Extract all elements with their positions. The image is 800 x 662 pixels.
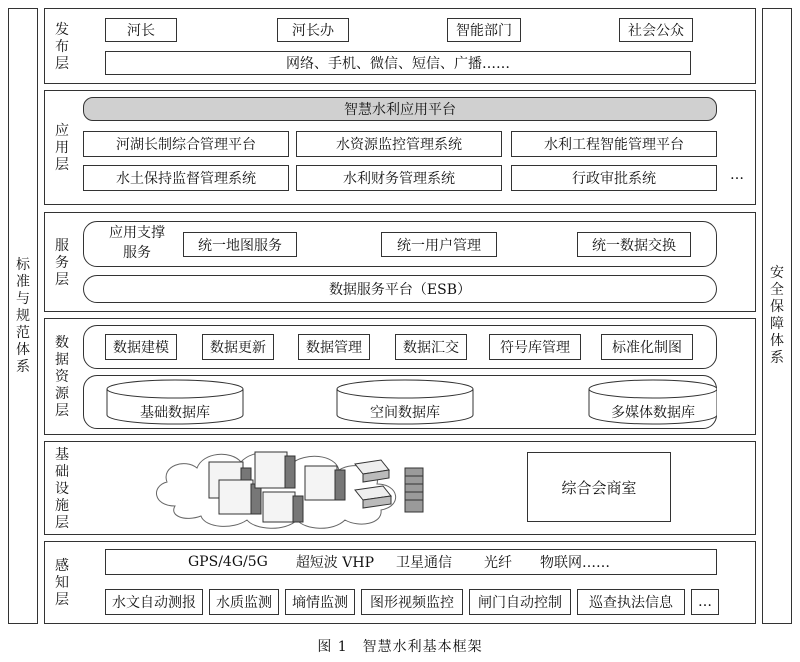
data-update: 数据更新 — [202, 334, 274, 360]
publish-layer-label — [47, 9, 77, 85]
application-layer-label — [47, 91, 77, 206]
standards-system-char: 规 — [16, 307, 30, 324]
publish-item-public: 社会公众 — [619, 18, 693, 42]
service-layer — [44, 212, 756, 312]
infrastructure-layer-char: 施 — [55, 497, 69, 514]
standards-system-column — [8, 8, 38, 624]
publish-item-smart-departments: 智能部门 — [447, 18, 521, 42]
application-layer-char: 层 — [55, 157, 69, 173]
app-system-r2-1: 水土保持监督管理系统 — [83, 165, 289, 191]
security-system-label — [770, 265, 784, 367]
standards-system-char: 范 — [16, 324, 30, 341]
standards-system-char: 与 — [16, 290, 30, 307]
server-cloud-illustration — [145, 446, 445, 532]
security-system-column — [762, 8, 792, 624]
security-system-char: 全 — [770, 282, 784, 298]
app-support-label: 应用支撑 服务 — [109, 225, 165, 261]
firewall-icon — [405, 468, 423, 512]
inspection-enforcement-info: 巡查执法信息 — [577, 589, 685, 615]
security-system-char: 保 — [770, 299, 784, 315]
service-layer-char: 服 — [55, 237, 69, 254]
standards-system-char: 标 — [16, 256, 30, 273]
standards-system-char: 系 — [16, 358, 30, 375]
standards-system-char: 体 — [16, 341, 30, 358]
perception-layer-char: 感 — [55, 558, 69, 574]
security-system-char: 体 — [770, 333, 784, 349]
perception-layer — [44, 541, 756, 624]
network-gps: GPS/4G/5G — [188, 554, 268, 570]
app-system-r1-2: 水资源监控管理系统 — [296, 131, 502, 157]
data-resource-layer-label — [47, 319, 77, 436]
data-resource-layer — [44, 318, 756, 435]
data-service-platform-esb: 数据服务平台（ESB） — [83, 275, 717, 303]
app-system-r1-3: 水利工程智能管理平台 — [511, 131, 717, 157]
security-system-char: 系 — [770, 350, 784, 366]
soil-moisture-monitoring: 墒情监测 — [285, 589, 355, 615]
data-resource-layer-char: 据 — [55, 352, 69, 368]
network-iot: 物联网…… — [540, 555, 611, 571]
standards-system-char: 准 — [16, 273, 30, 290]
publish-layer-char: 层 — [55, 55, 69, 72]
infrastructure-layer — [44, 441, 756, 535]
perception-network — [105, 549, 717, 575]
data-resource-layer-char: 层 — [55, 403, 69, 419]
publish-channels: 网络、手机、微信、短信、广播…… — [105, 51, 691, 75]
water-quality-monitoring: 水质监测 — [209, 589, 279, 615]
application-layer-char: 用 — [55, 140, 69, 156]
smart-water-app-platform: 智慧水利应用平台 — [83, 97, 717, 121]
data-resource-layer-char: 源 — [55, 386, 69, 402]
hydrology-auto-report: 水文自动测报 — [105, 589, 203, 615]
perception-layer-char: 知 — [55, 575, 69, 591]
app-system-r1-1: 河湖长制综合管理平台 — [83, 131, 289, 157]
multimedia-database-label: 多媒体数据库 — [611, 405, 695, 421]
service-layer-char: 层 — [55, 271, 69, 288]
app-more-ellipsis: … — [730, 167, 744, 183]
service-layer-label — [47, 213, 77, 313]
standards-system-label — [16, 257, 30, 376]
unified-map-service: 统一地图服务 — [183, 232, 297, 257]
spatial-database-label: 空间数据库 — [370, 405, 440, 421]
infrastructure-layer-char: 础 — [55, 463, 69, 480]
security-system-char: 安 — [770, 265, 784, 281]
service-layer-char: 务 — [55, 254, 69, 271]
infrastructure-layer-char: 层 — [55, 514, 69, 531]
network-vhp: 超短波 VHP — [295, 555, 375, 571]
network-fiber: 光纤 — [484, 555, 513, 571]
unified-user-management: 统一用户管理 — [381, 232, 497, 257]
data-aggregation: 数据汇交 — [395, 334, 467, 360]
data-management: 数据管理 — [298, 334, 370, 360]
infrastructure-layer-char: 基 — [55, 446, 69, 463]
data-resource-layer-char: 数 — [55, 335, 69, 351]
basic-database-label: 基础数据库 — [140, 405, 210, 421]
standardized-mapping: 标准化制图 — [601, 334, 693, 360]
perception-more: … — [691, 589, 719, 615]
consultation-room: 综合会商室 — [527, 452, 671, 522]
publish-layer-char: 布 — [55, 38, 69, 55]
data-modeling: 数据建模 — [105, 334, 177, 360]
video-surveillance: 图形视频监控 — [361, 589, 463, 615]
symbol-library-management: 符号库管理 — [489, 334, 581, 360]
app-system-r2-3: 行政审批系统 — [511, 165, 717, 191]
publish-layer — [44, 8, 756, 84]
infrastructure-layer-char: 设 — [55, 480, 69, 497]
sluice-auto-control: 闸门自动控制 — [469, 589, 571, 615]
publish-item-river-chief-office: 河长办 — [277, 18, 349, 42]
perception-layer-label — [47, 542, 77, 625]
infrastructure-layer-label — [47, 442, 77, 536]
perception-layer-char: 层 — [55, 592, 69, 608]
figure-caption: 图 1 智慧水利基本框架 — [317, 639, 483, 655]
application-layer-char: 应 — [55, 123, 69, 139]
network-satellite: 卫星通信 — [396, 555, 453, 571]
app-system-r2-2: 水利财务管理系统 — [296, 165, 502, 191]
publish-layer-char: 发 — [55, 21, 69, 38]
security-system-char: 障 — [770, 316, 784, 332]
application-layer — [44, 90, 756, 205]
data-resource-layer-char: 资 — [55, 369, 69, 385]
unified-data-exchange: 统一数据交换 — [577, 232, 691, 257]
publish-item-river-chief: 河长 — [105, 18, 177, 42]
